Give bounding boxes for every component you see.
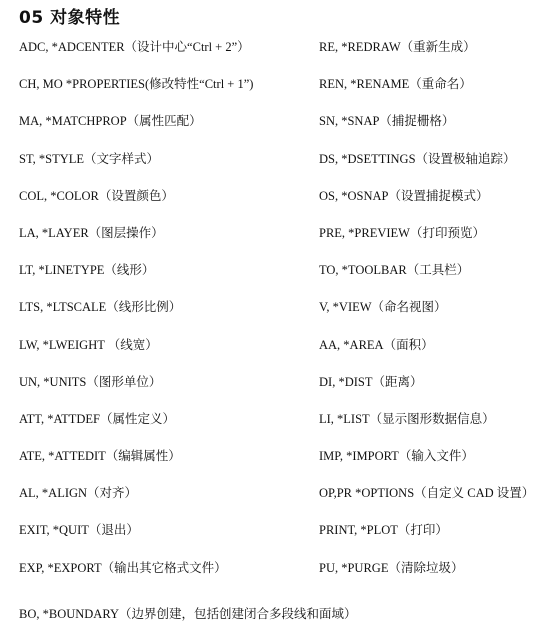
command-entry-left: LA, *LAYER（图层操作）: [19, 225, 164, 240]
command-entry-right: AA, *AREA（面积）: [319, 337, 434, 352]
command-entry-left: AL, *ALIGN（对齐）: [19, 486, 138, 501]
command-entry-left: LT, *LINETYPE（线形）: [19, 263, 155, 278]
command-entry-right: IMP, *IMPORT（输入文件）: [319, 449, 474, 464]
command-entry-right: PRE, *PREVIEW（打印预览）: [319, 225, 485, 240]
command-entry-left: MA, *MATCHPROP（属性匹配）: [19, 114, 202, 129]
command-entry-right: SN, *SNAP（捕捉栅格）: [319, 114, 455, 129]
command-entry-right: PRINT, *PLOT（打印）: [319, 523, 448, 538]
command-entry-right: OS, *OSNAP（设置捕捉模式）: [319, 188, 489, 203]
command-row: [19, 260, 531, 297]
command-entry-left: UN, *UNITS（图形单位）: [19, 374, 162, 389]
command-entry-right: DS, *DSETTINGS（设置极轴追踪）: [319, 151, 516, 166]
command-entry-right: RE, *REDRAW（重新生成）: [319, 40, 476, 54]
command-entry-right: REN, *RENAME（重命名）: [319, 77, 472, 92]
command-entry-right: LI, *LIST（显示图形数据信息）: [319, 411, 495, 426]
command-entry-left: COL, *COLOR（设置颜色）: [19, 188, 174, 203]
command-entry-left: EXIT, *QUIT（退出）: [19, 523, 139, 538]
command-entry-left: LW, *LWEIGHT （线宽）: [19, 337, 158, 352]
command-entry-left: ATE, *ATTEDIT（编辑属性）: [19, 449, 181, 464]
command-entry-left: ATT, *ATTDEF（属性定义）: [19, 411, 176, 426]
command-entry-left: LTS, *LTSCALE（线形比例）: [19, 300, 182, 315]
command-list: [19, 37, 535, 595]
command-row: [19, 297, 531, 334]
command-entry-right: OP,PR *OPTIONS（自定义 CAD 设置）: [319, 486, 535, 501]
command-entry-boundary: BO, *BOUNDARY（边界创建，包括创建闭合多段线和面域）: [19, 607, 357, 621]
command-entry-left: ST, *STYLE（文字样式）: [19, 151, 160, 166]
command-entry-right: V, *VIEW（命名视图）: [319, 300, 447, 315]
command-entry-right: TO, *TOOLBAR（工具栏）: [319, 263, 470, 278]
command-row: [19, 149, 531, 186]
command-entry-left: EXP, *EXPORT（输出其它格式文件）: [19, 560, 227, 575]
command-row: [19, 409, 531, 446]
command-row: [19, 223, 531, 260]
command-row: [19, 446, 531, 483]
command-entry-right: PU, *PURGE（清除垃圾）: [319, 560, 464, 575]
command-row: [19, 335, 531, 372]
command-entry-right: DI, *DIST（距离）: [319, 374, 423, 389]
command-row: [19, 483, 535, 520]
command-row: [19, 372, 531, 409]
command-row: [19, 74, 531, 111]
command-row: [19, 558, 531, 595]
command-row: [19, 37, 531, 74]
command-entry-left: CH, MO *PROPERTIES(修改特性“Ctrl + 1”): [19, 77, 254, 92]
command-row: [19, 111, 531, 148]
command-row: [19, 520, 531, 557]
command-row: [19, 186, 531, 223]
page-title: 05 对象特性: [19, 8, 121, 28]
command-entry-left: ADC, *ADCENTER（设计中心“Ctrl + 2”）: [19, 40, 250, 54]
